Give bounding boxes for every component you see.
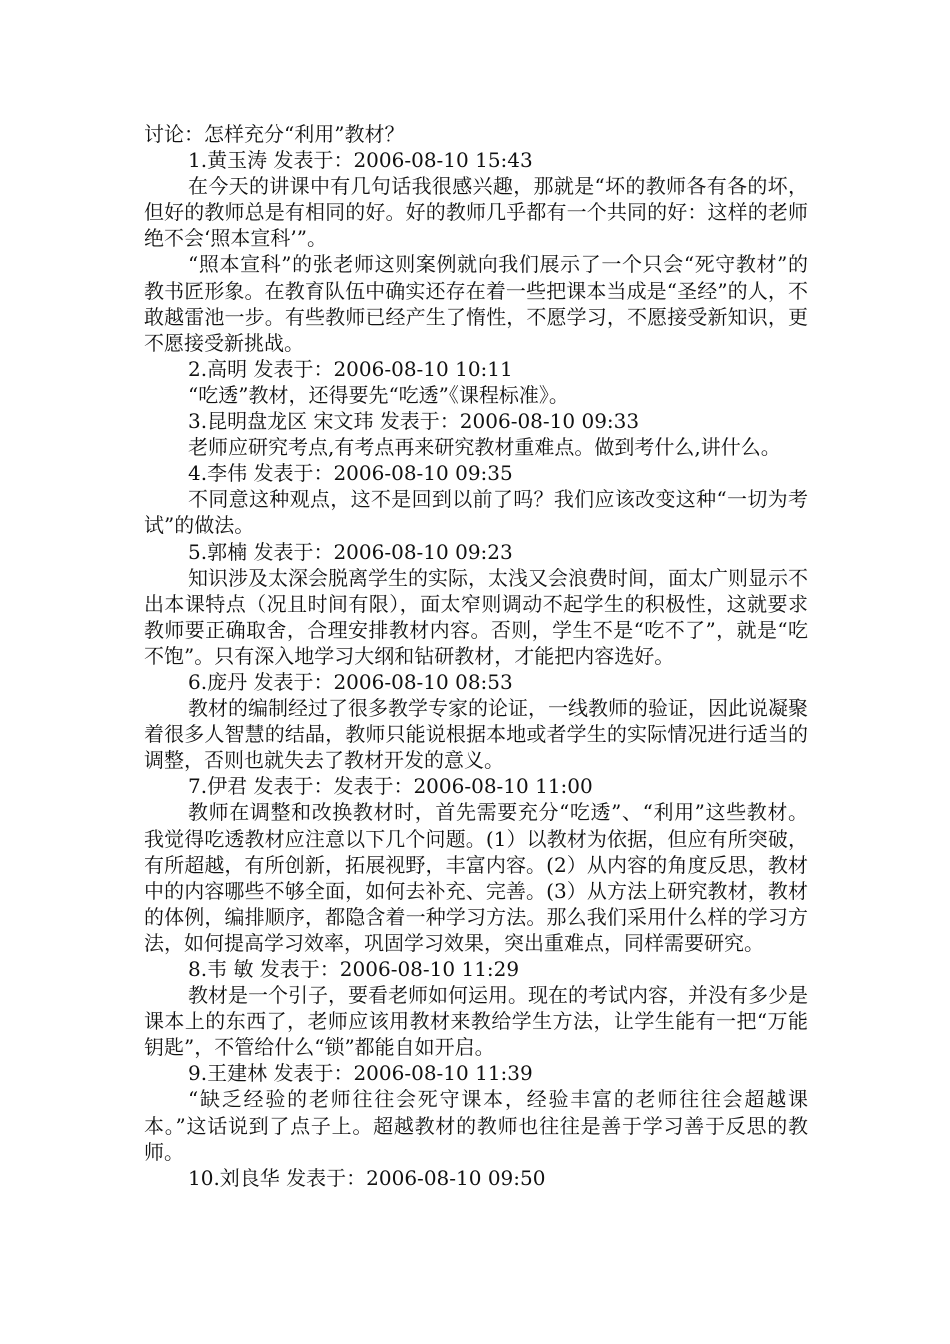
post-author-7: 7.伊君 发表于：发表于：2006-08-10 11:00 xyxy=(188,774,593,799)
post-paragraph: 不同意这种观点，这不是回到以前了吗？我们应该改变这种“一切为考试”的做法。 xyxy=(144,487,808,538)
post-paragraph: “照本宣科”的张老师这则案例就向我们展示了一个只会“死守教材”的教书匠形象。在教育队伍中确实还存在着一些把课本当成是“圣经”的人，不敢越雷池一步。有些教师已经产生了惰性，不愿学习，不愿接受新知识，更不愿接受新挑战。 xyxy=(144,252,808,355)
post-author-3: 3.昆明盘龙区 宋文玮 发表于：2006-08-10 09:33 xyxy=(188,409,640,434)
post-paragraph: 教材的编制经过了很多教学专家的论证，一线教师的验证，因此说凝聚着很多人智慧的结晶，教师只能说根据本地或者学生的实际情况进行适当的调整，否则也就失去了教材开发的意义。 xyxy=(144,696,808,773)
post-paragraph: “吃透”教材，还得要先“吃透”《课程标准》。 xyxy=(188,382,569,407)
document-body xyxy=(144,121,808,1191)
post-author-9: 9.王建林 发表于：2006-08-10 11:39 xyxy=(188,1061,533,1086)
document-title: 讨论：怎样充分“利用”教材？ xyxy=(144,122,405,146)
post-paragraph: 在今天的讲课中有几句话我很感兴趣，那就是“坏的教师各有各的坏，但好的教师总是有相同的好。好的教师几乎都有一个共同的好：这样的老师绝不会‘照本宣科’”。 xyxy=(144,174,808,251)
post-author-6: 6.庞丹 发表于：2006-08-10 08:53 xyxy=(188,669,513,694)
post-paragraph: 知识涉及太深会脱离学生的实际，太浅又会浪费时间，面太广则显示不出本课特点（况且时间有限），面太窄则调动不起学生的积极性，这就要求教师要正确取舍，合理安排教材内容。否则，学生不是“吃不了”，就是“吃不饱”。只有深入地学习大纲和钻研教材，才能把内容选好。 xyxy=(144,565,808,668)
post-author-1: 1.黄玉涛 发表于：2006-08-10 15:43 xyxy=(188,148,533,173)
post-paragraph: 老师应研究考点,有考点再来研究教材重难点。做到考什么,讲什么。 xyxy=(188,435,781,460)
post-author-2: 2.高明 发表于：2006-08-10 10:11 xyxy=(188,356,513,381)
post-author-5: 5.郭楠 发表于：2006-08-10 09:23 xyxy=(188,539,513,564)
post-author-8: 8.韦 敏 发表于：2006-08-10 11:29 xyxy=(188,957,520,981)
post-author-10: 10.刘良华 发表于：2006-08-10 09:50 xyxy=(188,1165,546,1190)
post-paragraph: 教师在调整和改换教材时，首先需要充分“吃透”、“利用”这些教材。我觉得吃透教材应注意以下几个问题。(1）以教材为依据，但应有所突破，有所超越，有所创新，拓展视野，丰富内容。(2）从内容的角度反思，教材中的内容哪些不够全面，如何去补充、完善。(3）从方法上研究教材，教材的体例，编排顺序，都隐含着一种学习方法。那么我们采用什么样的学习方法，如何提高学习效率，巩固学习效果，突出重难点，同样需要研究。 xyxy=(144,800,808,955)
post-paragraph: “缺乏经验的老师往往会死守课本，经验丰富的老师往往会超越课本。”这话说到了点子上。超越教材的教师也往往是善于学习善于反思的教师。 xyxy=(144,1087,808,1164)
post-paragraph: 教材是一个引子，要看老师如何运用。现在的考试内容，并没有多少是课本上的东西了，老师应该用教材来教给学生方法，让学生能有一把“万能钥匙”，不管给什么“锁”都能自如开启。 xyxy=(144,983,808,1060)
post-author-4: 4.李伟 发表于：2006-08-10 09:35 xyxy=(188,461,513,486)
